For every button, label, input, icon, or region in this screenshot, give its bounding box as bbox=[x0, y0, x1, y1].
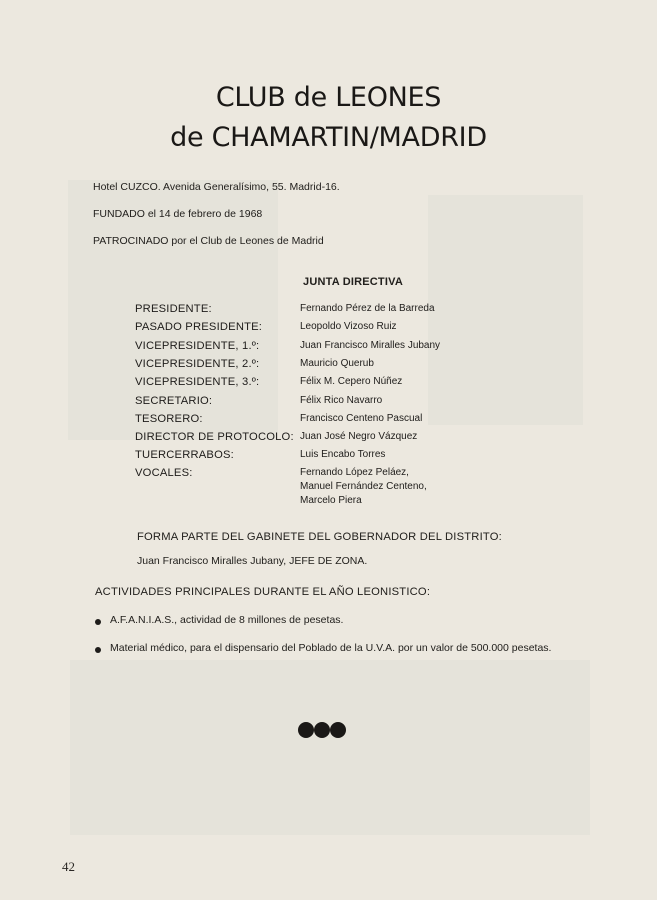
activities-heading: ACTIVIDADES PRINCIPALES DURANTE EL AÑO LEONISTICO: bbox=[95, 586, 431, 598]
board-heading: JUNTA DIRECTIVA bbox=[303, 276, 403, 288]
member-name: Luis Encabo Torres bbox=[300, 449, 386, 460]
member-name: Fernando Pérez de la Barreda bbox=[300, 303, 435, 314]
show-through-block-bottom bbox=[70, 660, 590, 835]
member-name: Marcelo Piera bbox=[300, 495, 362, 506]
member-name: Juan José Negro Vázquez bbox=[300, 431, 418, 442]
member-name: Fernando López Peláez, bbox=[300, 467, 409, 478]
dot-icon bbox=[298, 722, 314, 738]
dot-icon bbox=[314, 722, 330, 738]
role-label: VICEPRESIDENTE, 3.º: bbox=[135, 376, 260, 388]
role-label: SECRETARIO: bbox=[135, 395, 213, 407]
page-number: 42 bbox=[62, 859, 75, 874]
role-label: VICEPRESIDENTE, 2.º: bbox=[135, 358, 260, 370]
sponsored-line: PATROCINADO por el Club de Leones de Madrid bbox=[93, 235, 324, 247]
member-name: Juan Francisco Miralles Jubany bbox=[300, 340, 441, 351]
role-label: TESORERO: bbox=[135, 413, 203, 425]
activity-item: Material médico, para el dispensario del Poblado de la U.V.A. por un valor de 500.000 pesetas. bbox=[110, 642, 552, 654]
page-title-line1: CLUB de LEONES bbox=[215, 82, 442, 113]
role-label: VOCALES: bbox=[135, 467, 193, 479]
role-label: TUERCERRABOS: bbox=[135, 449, 234, 461]
member-name: Francisco Centeno Pascual bbox=[300, 413, 423, 424]
cabinet-member: Juan Francisco Miralles Jubany, JEFE DE ZONA. bbox=[137, 555, 368, 567]
member-name: Leopoldo Vizoso Ruiz bbox=[300, 321, 397, 332]
role-label: VICEPRESIDENTE, 1.º: bbox=[135, 340, 260, 352]
activity-item: A.F.A.N.I.A.S., actividad de 8 millones de pesetas. bbox=[110, 614, 344, 626]
member-name: Félix M. Cepero Núñez bbox=[300, 376, 403, 387]
member-name: Manuel Fernández Centeno, bbox=[300, 481, 427, 492]
address-line: Hotel CUZCO. Avenida Generalísimo, 55. Madrid-16. bbox=[93, 181, 340, 193]
role-label: DIRECTOR DE PROTOCOLO: bbox=[135, 431, 294, 443]
show-through-block-right bbox=[428, 195, 583, 425]
role-label: PASADO PRESIDENTE: bbox=[135, 321, 263, 333]
member-name: Mauricio Querub bbox=[300, 358, 374, 369]
page-title-line2: de CHAMARTIN/MADRID bbox=[170, 122, 487, 153]
bullet-icon bbox=[95, 619, 101, 625]
bullet-icon bbox=[95, 647, 101, 653]
founded-line: FUNDADO el 14 de febrero de 1968 bbox=[93, 208, 263, 220]
role-label: PRESIDENTE: bbox=[135, 303, 212, 315]
cabinet-heading: FORMA PARTE DEL GABINETE DEL GOBERNADOR DEL DISTRITO: bbox=[137, 531, 502, 543]
member-name: Félix Rico Navarro bbox=[300, 395, 383, 406]
dot-icon bbox=[330, 722, 346, 738]
